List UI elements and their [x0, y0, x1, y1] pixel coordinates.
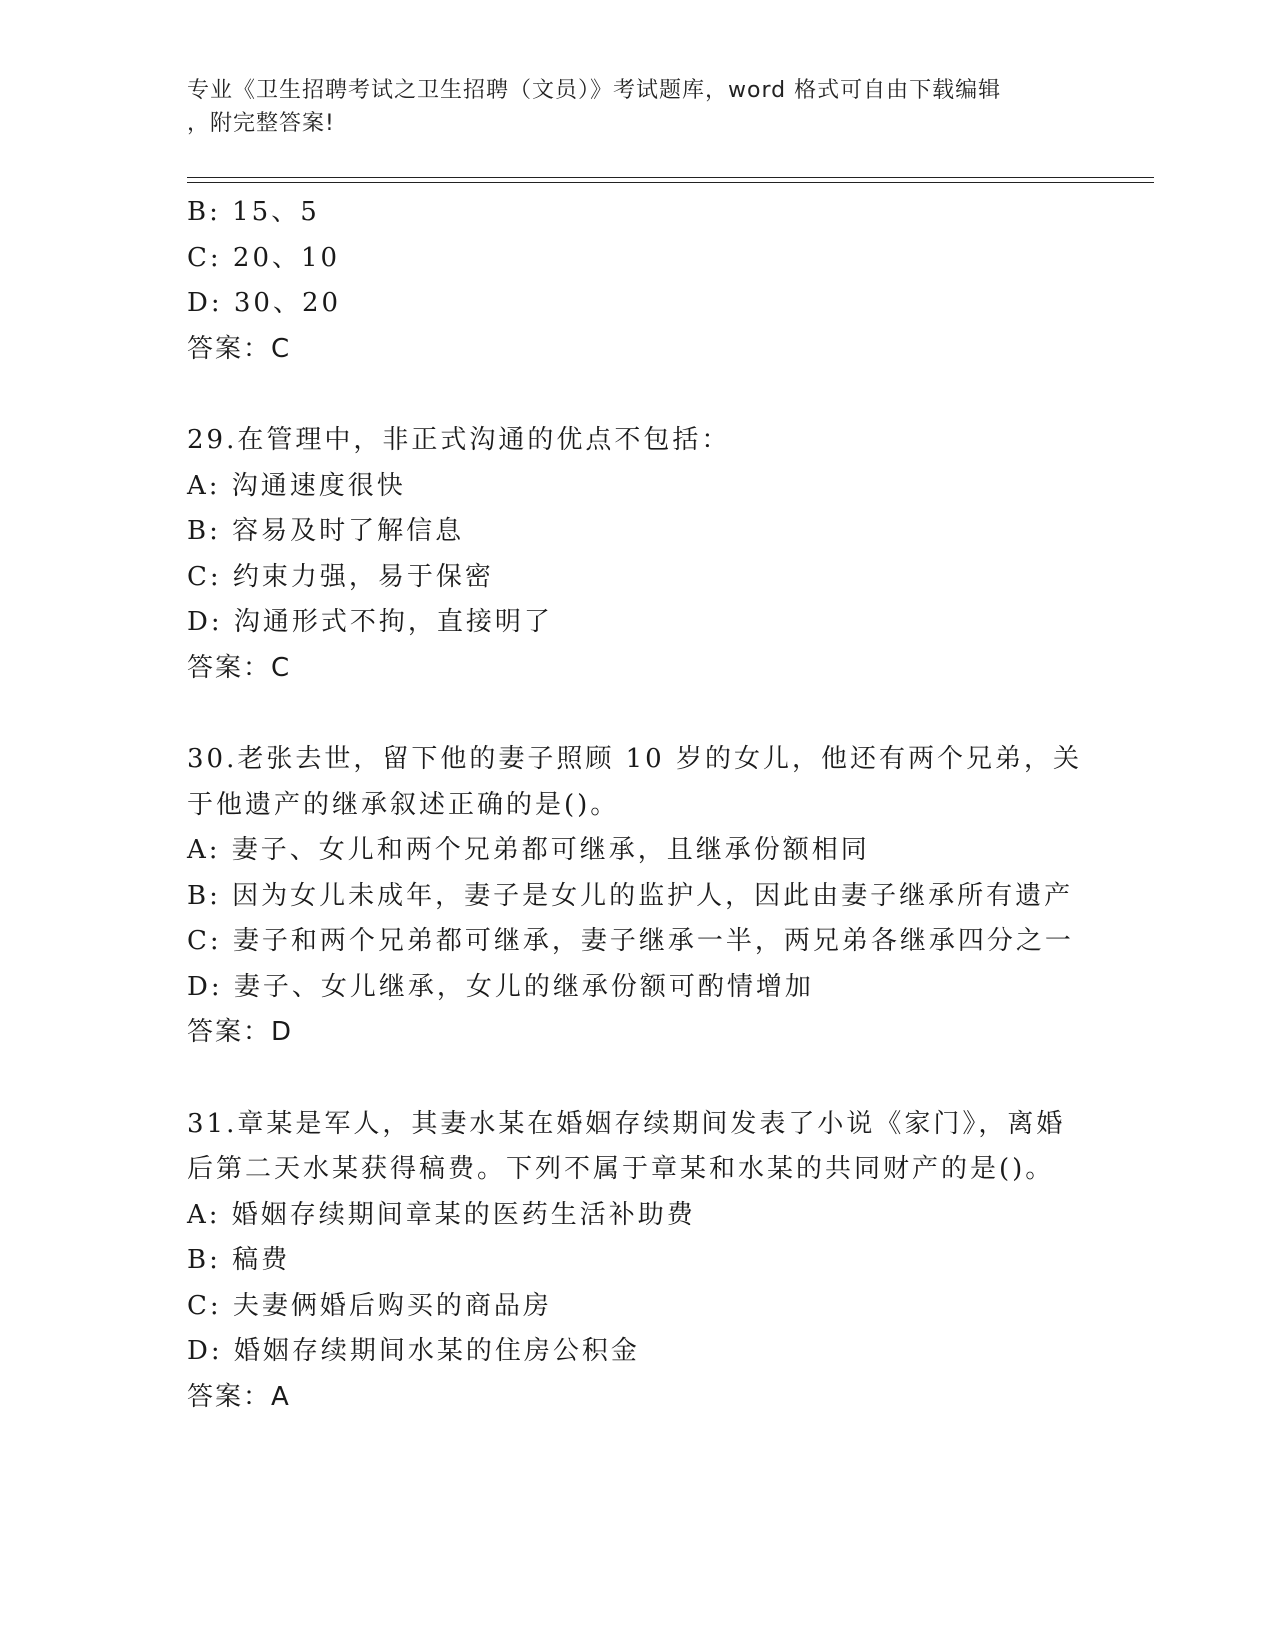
answer: 答案：C [187, 333, 292, 364]
option-c: C: 约束力强，易于保密 [187, 561, 494, 592]
question-text-line-2: 于他遗产的继承叙述正确的是()。 [187, 789, 620, 820]
option-a: A: 婚姻存续期间章某的医药生活补助费 [187, 1199, 696, 1230]
question-list [187, 190, 1087, 1420]
header-divider-top [187, 177, 1154, 178]
answer: 答案：C [187, 652, 292, 683]
question-30 [187, 737, 1087, 1056]
option-c: C: 妻子和两个兄弟都可继承，妻子继承一半，两兄弟各继承四分之一 [187, 926, 1074, 956]
question-29 [187, 418, 1087, 691]
header-line-2: ，附完整答案! [187, 111, 335, 136]
option-b: B: 15、5 [187, 197, 320, 227]
question-text-line-2: 后第二天水某获得稿费。下列不属于章某和水某的共同财产的是()。 [187, 1154, 1055, 1184]
option-a: A: 妻子、女儿和两个兄弟都可继承，且继承份额相同 [187, 835, 870, 865]
question-31 [187, 1102, 1087, 1421]
document-header [187, 74, 1067, 140]
header-divider-bottom [187, 182, 1154, 183]
answer: 答案：A [187, 1381, 291, 1412]
spacer [187, 1056, 1087, 1102]
spacer [187, 372, 1087, 418]
answer: 答案：D [187, 1017, 294, 1047]
question-text: 29.在管理中，非正式沟通的优点不包括： [187, 425, 731, 455]
option-c: C: 20、10 [187, 242, 341, 273]
option-b: B: 稿费 [187, 1245, 291, 1275]
question-text-line-1: 30.老张去世，留下他的妻子照顾 10 岁的女儿，他还有两个兄弟，关 [187, 744, 1082, 774]
option-d: D: 妻子、女儿继承，女儿的继承份额可酌情增加 [187, 971, 814, 1002]
option-a: A: 沟通速度很快 [187, 470, 406, 501]
option-d: D: 沟通形式不拘，直接明了 [187, 607, 553, 637]
question-28 [187, 190, 1087, 372]
option-b: B: 容易及时了解信息 [187, 516, 465, 546]
option-d: D: 婚姻存续期间水某的住房公积金 [187, 1336, 640, 1366]
question-text-line-1: 31.章某是军人，其妻水某在婚姻存续期间发表了小说《家门》，离婚 [187, 1108, 1066, 1139]
option-c: C: 夫妻俩婚后购买的商品房 [187, 1290, 552, 1321]
header-line-1: 专业《卫生招聘考试之卫生招聘（文员）》考试题库，word 格式可自由下载编辑 [187, 78, 1002, 103]
spacer [187, 691, 1087, 737]
option-b: B: 因为女儿未成年，妻子是女儿的监护人，因此由妻子继承所有遗产 [187, 880, 1074, 911]
option-d: D: 30、20 [187, 288, 342, 318]
